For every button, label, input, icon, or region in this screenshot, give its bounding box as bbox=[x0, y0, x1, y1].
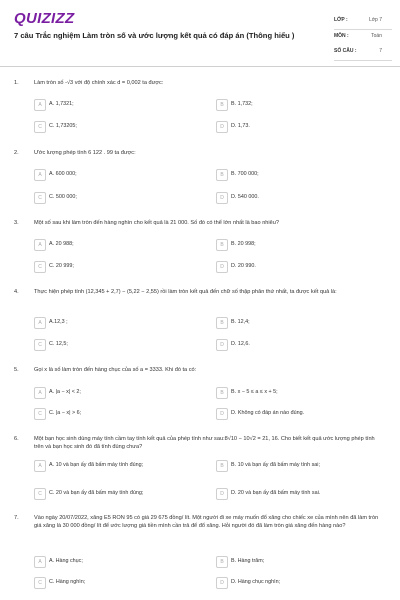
option-letter-box: B bbox=[216, 387, 228, 399]
question-text: Thực hiện phép tính (12,345 + 2,7) − (5,22 − 2,55) rồi làm tròn kết quả đến chữ số thập phân thứ nhất, ta được kết quả là: bbox=[34, 289, 337, 295]
option-c[interactable] bbox=[34, 191, 204, 204]
option-a[interactable] bbox=[34, 98, 204, 111]
option-text: D. 540 000. bbox=[231, 194, 259, 200]
option-text: D. 20 và bạn ấy đã bấm máy tính sai. bbox=[231, 490, 321, 496]
option-c[interactable] bbox=[34, 576, 204, 589]
option-letter-box: C bbox=[34, 577, 46, 589]
option-text: A. Hàng chục; bbox=[49, 558, 83, 564]
option-letter-box: D bbox=[216, 577, 228, 589]
option-text: D. 12,6. bbox=[231, 341, 250, 347]
option-c[interactable] bbox=[34, 407, 204, 420]
option-b[interactable] bbox=[216, 168, 386, 181]
option-letter-box: C bbox=[34, 408, 46, 420]
option-letter-box: C bbox=[34, 488, 46, 500]
option-letter-box: A bbox=[34, 556, 46, 568]
option-letter-box: B bbox=[216, 460, 228, 472]
option-c[interactable] bbox=[34, 487, 204, 500]
option-letter-box: C bbox=[34, 192, 46, 204]
option-a[interactable] bbox=[34, 168, 204, 181]
option-letter-box: D bbox=[216, 408, 228, 420]
option-b[interactable] bbox=[216, 316, 386, 329]
question-text: Làm tròn số -√3 với độ chính xác d = 0,002 ta được: bbox=[34, 80, 164, 86]
option-a[interactable] bbox=[34, 386, 204, 399]
option-letter-box: B bbox=[216, 239, 228, 251]
meta-label: SỐ CÂU : bbox=[334, 48, 357, 54]
question-text: Một bạn học sinh dùng máy tính cầm tay tính kết quả của phép tính như sau:8√10 − 10√2 = 21, 16. Cho biết kết quả ước lượng phép tính trên và bạn học sinh đó đã tính đúng chưa? bbox=[34, 436, 375, 450]
option-text: B. Hàng trăm; bbox=[231, 558, 265, 564]
option-d[interactable] bbox=[216, 338, 386, 351]
quizizz-logo: QUIZIZZ bbox=[14, 10, 75, 27]
option-letter-box: A bbox=[34, 239, 46, 251]
option-text: D. Hàng chục nghìn; bbox=[231, 579, 281, 585]
option-b[interactable] bbox=[216, 459, 386, 472]
worksheet-title: 7 câu Trắc nghiệm Làm tròn số và ước lượng kết quả có đáp án (Thông hiểu ) bbox=[14, 31, 295, 40]
option-text: C. 1,73205; bbox=[49, 123, 77, 129]
option-letter-box: A bbox=[34, 99, 46, 111]
option-text: B. x − 5 ≤ a ≤ x + 5; bbox=[231, 389, 278, 395]
option-text: C. 20 999; bbox=[49, 263, 74, 269]
option-text: B. 700 000; bbox=[231, 171, 259, 177]
option-letter-box: D bbox=[216, 121, 228, 133]
option-text: C. 12,5; bbox=[49, 341, 68, 347]
option-b[interactable] bbox=[216, 386, 386, 399]
question-text: Một số sau khi làm tròn đến hàng nghìn cho kết quả là 21 000. Số đó có thể lớn nhất là bao nhiêu? bbox=[34, 220, 279, 226]
question-number: 7. bbox=[14, 515, 19, 521]
question-text: Vào ngày 20/07/2022, xăng E5 RON 95 có giá 29 675 đồng/ lít. Một người đi xe máy muốn đổ xăng cho chiếc xe của mình nên đã làm tròn giá xăng là 30 000 đồng/ lít để ước lượng giá tiền mình cần trả để đổ xăng. Hỏi người đó đã làm tròn giá xăng đến hàng nào? bbox=[34, 515, 379, 529]
option-text: B. 10 và bạn ấy đã bấm máy tính sai; bbox=[231, 462, 320, 468]
option-letter-box: A bbox=[34, 317, 46, 329]
option-text: C. 500 000; bbox=[49, 194, 77, 200]
option-d[interactable] bbox=[216, 260, 386, 273]
meta-row-subject bbox=[334, 30, 392, 45]
header-divider bbox=[0, 66, 400, 67]
option-d[interactable] bbox=[216, 576, 386, 589]
option-text: D. 1,73. bbox=[231, 123, 250, 129]
meta-label: LỚP : bbox=[334, 17, 348, 23]
option-text: D. 20 990. bbox=[231, 263, 256, 269]
option-letter-box: D bbox=[216, 488, 228, 500]
option-letter-box: A bbox=[34, 460, 46, 472]
option-text: A. 20 988; bbox=[49, 241, 74, 247]
option-text: B. 12,4; bbox=[231, 319, 250, 325]
option-text: B. 20 998; bbox=[231, 241, 256, 247]
option-d[interactable] bbox=[216, 407, 386, 420]
option-letter-box: C bbox=[34, 261, 46, 273]
option-letter-box: C bbox=[34, 121, 46, 133]
option-letter-box: A bbox=[34, 387, 46, 399]
option-d[interactable] bbox=[216, 487, 386, 500]
option-c[interactable] bbox=[34, 338, 204, 351]
meta-label: MÔN : bbox=[334, 33, 349, 39]
meta-value: Toán bbox=[371, 33, 382, 39]
worksheet-header bbox=[0, 0, 400, 68]
option-text: A. 10 và bạn ấy đã bấm máy tính đúng; bbox=[49, 462, 144, 468]
question-number: 1. bbox=[14, 80, 19, 86]
question-text: Gọi x là số làm tròn đến hàng chục của số a = 3333. Khi đó ta có: bbox=[34, 367, 197, 373]
option-c[interactable] bbox=[34, 260, 204, 273]
option-letter-box: A bbox=[34, 169, 46, 181]
option-text: A. |a − x| < 2; bbox=[49, 389, 81, 395]
option-b[interactable] bbox=[216, 555, 386, 568]
option-text: C. |a − x| > 6; bbox=[49, 410, 82, 416]
option-text: D. Không có đáp án nào đúng. bbox=[231, 410, 305, 416]
option-d[interactable] bbox=[216, 120, 386, 133]
question-number: 6. bbox=[14, 436, 19, 442]
option-b[interactable] bbox=[216, 98, 386, 111]
meta-row-grade bbox=[334, 14, 392, 30]
option-c[interactable] bbox=[34, 120, 204, 133]
option-text: B. 1,732; bbox=[231, 101, 253, 107]
option-letter-box: B bbox=[216, 99, 228, 111]
worksheet-meta bbox=[334, 14, 392, 61]
question-number: 5. bbox=[14, 367, 19, 373]
question-text: Ước lượng phép tính 6 122 . 99 ta được: bbox=[34, 150, 136, 156]
option-letter-box: D bbox=[216, 192, 228, 204]
meta-value: Lớp 7 bbox=[368, 17, 382, 23]
option-a[interactable] bbox=[34, 316, 204, 329]
option-text: A. 1,7321; bbox=[49, 101, 74, 107]
question-number: 4. bbox=[14, 289, 19, 295]
option-text: A. 600 000; bbox=[49, 171, 77, 177]
option-letter-box: C bbox=[34, 339, 46, 351]
option-d[interactable] bbox=[216, 191, 386, 204]
option-a[interactable] bbox=[34, 555, 204, 568]
question-number: 2. bbox=[14, 150, 19, 156]
option-text: C. Hàng nghìn; bbox=[49, 579, 86, 585]
option-text: A.12,3 ; bbox=[49, 319, 68, 325]
question-number: 3. bbox=[14, 220, 19, 226]
option-a[interactable] bbox=[34, 459, 204, 472]
option-letter-box: D bbox=[216, 261, 228, 273]
option-letter-box: D bbox=[216, 339, 228, 351]
meta-value: 7 bbox=[379, 48, 382, 54]
option-b[interactable] bbox=[216, 238, 386, 251]
meta-row-count bbox=[334, 45, 392, 61]
option-letter-box: B bbox=[216, 556, 228, 568]
option-letter-box: B bbox=[216, 169, 228, 181]
option-text: C. 20 và bạn ấy đã bấm máy tính đúng; bbox=[49, 490, 144, 496]
option-a[interactable] bbox=[34, 238, 204, 251]
option-letter-box: B bbox=[216, 317, 228, 329]
